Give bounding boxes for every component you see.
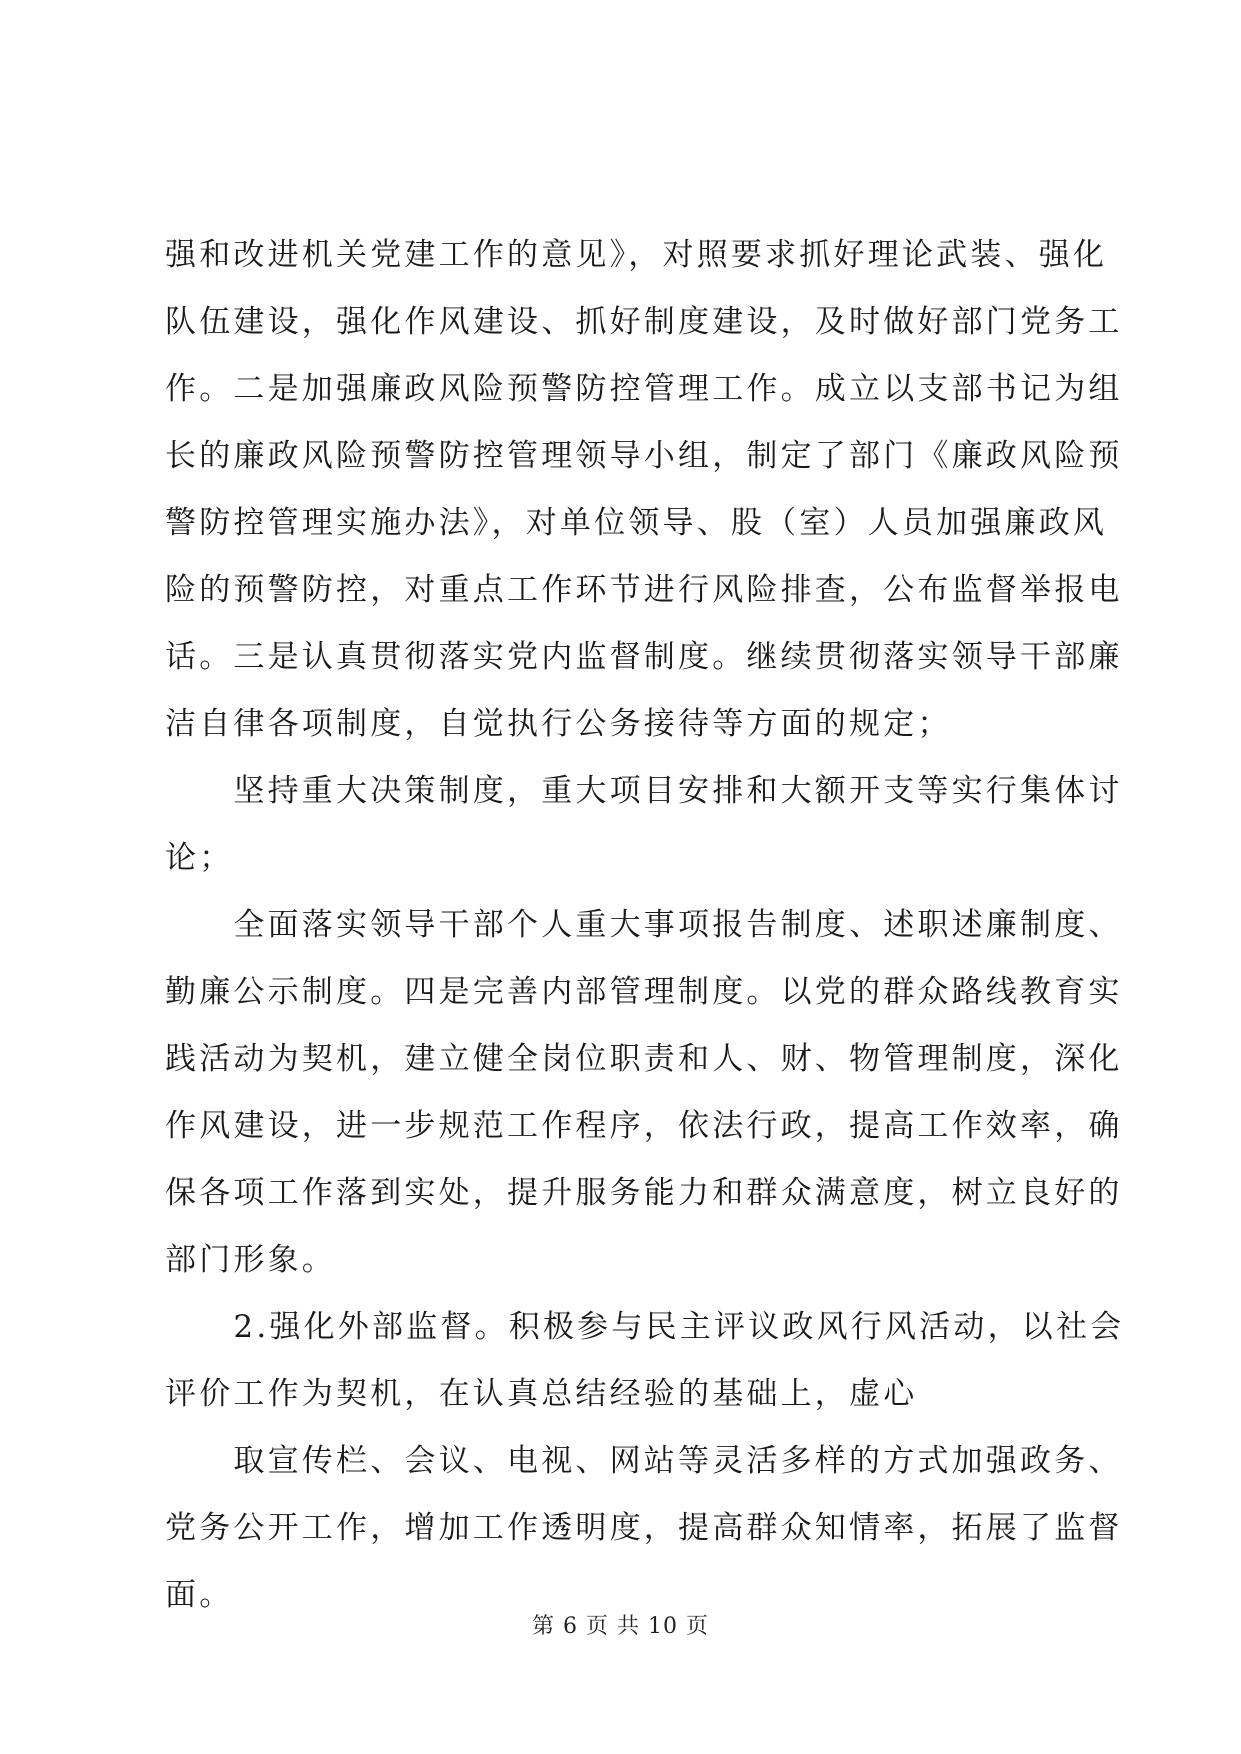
text-line-11: 全面落实领导干部个人重大事项报告制度、述职述廉制度、 [165, 907, 1123, 943]
text-line-17: 2.强化外部监督。积极参与民主评议政风行风活动，以社会 [165, 1309, 1125, 1345]
text-line-3: 作。二是加强廉政风险预警防控管理工作。成立以支部书记为组 [165, 371, 1123, 407]
text-line-20: 党务公开工作，增加工作透明度，提高群众知情率，拓展了监督 [165, 1510, 1123, 1546]
page-number-label: 第 6 页 共 10 页 [532, 1614, 709, 1639]
text-line-2: 队伍建设，强化作风建设、抓好制度建设，及时做好部门党务工 [165, 304, 1123, 340]
text-line-1: 强和改进机关党建工作的意见》，对照要求抓好理论武装、强化 [165, 237, 1108, 273]
text-line-14: 作风建设，进一步规范工作程序，依法行政，提高工作效率，确 [165, 1108, 1123, 1144]
text-line-13: 践活动为契机，建立健全岗位职责和人、财、物管理制度，深化 [165, 1041, 1123, 1077]
text-line-12: 勤廉公示制度。四是完善内部管理制度。以党的群众路线教育实 [165, 974, 1123, 1010]
text-line-4: 长的廉政风险预警防控管理领导小组，制定了部门《廉政风险预 [165, 438, 1123, 474]
text-line-10: 论； [165, 840, 234, 876]
text-line-16: 部门形象。 [165, 1242, 336, 1278]
document-body [165, 222, 1125, 1629]
text-line-7: 话。三是认真贯彻落实党内监督制度。继续贯彻落实领导干部廉 [165, 639, 1123, 675]
text-line-9: 坚持重大决策制度，重大项目安排和大额开支等实行集体讨 [165, 773, 1123, 809]
page-footer [0, 1612, 1241, 1642]
text-line-19: 取宣传栏、会议、电视、网站等灵活多样的方式加强政务、 [165, 1443, 1123, 1479]
text-line-15: 保各项工作落到实处，提升服务能力和群众满意度，树立良好的 [165, 1175, 1123, 1211]
text-line-5: 警防控管理实施办法》，对单位领导、股（室）人员加强廉政风 [165, 505, 1108, 541]
text-line-6: 险的预警防控，对重点工作环节进行风险排查，公布监督举报电 [165, 572, 1123, 608]
text-line-21: 面。 [165, 1577, 234, 1613]
text-line-18: 评价工作为契机，在认真总结经验的基础上，虚心 [165, 1376, 918, 1412]
text-line-8: 洁自律各项制度，自觉执行公务接待等方面的规定； [165, 706, 952, 742]
